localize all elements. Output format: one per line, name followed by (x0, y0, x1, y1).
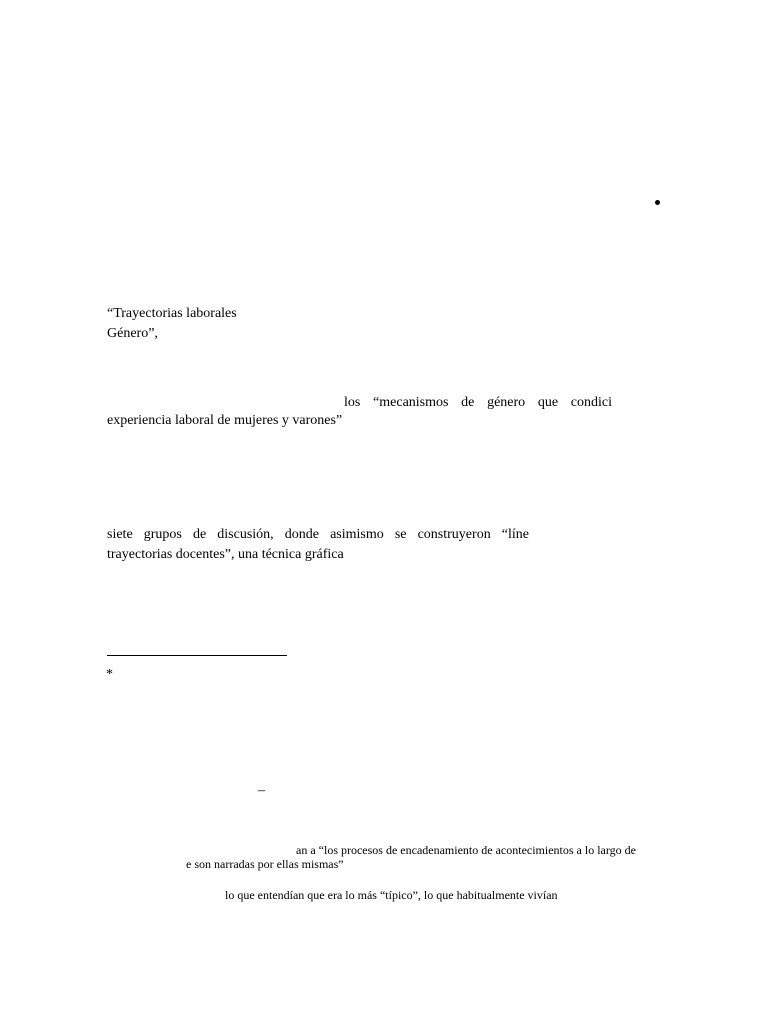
footnote-line-2: e son narradas por ellas mismas” (186, 857, 344, 871)
footnote-marker: * (106, 667, 113, 682)
paragraph-3-line-1: siete grupos de discusión, donde asimismo se construyeron “líne (107, 527, 529, 542)
footnote-separator (107, 655, 287, 656)
paragraph-2-line-2: experiencia laboral de mujeres y varones” (107, 413, 343, 428)
bullet-dot-icon (655, 200, 660, 205)
paragraph-2-line-1: los “mecanismos de género que condici (344, 395, 612, 410)
paragraph-1-line-2: Género”, (107, 326, 158, 341)
footnote-line-3: lo que entendían que era lo más “típico”, lo que habitualmente vivían (225, 888, 558, 902)
footnote-dash: – (258, 783, 265, 798)
paragraph-3-line-2: trayectorias docentes”, una técnica gráfica (107, 547, 344, 562)
paragraph-1-line-1: “Trayectorias laborales (107, 306, 237, 321)
footnote-line-1: an a “los procesos de encadenamiento de acontecimientos a lo largo de (296, 843, 636, 857)
